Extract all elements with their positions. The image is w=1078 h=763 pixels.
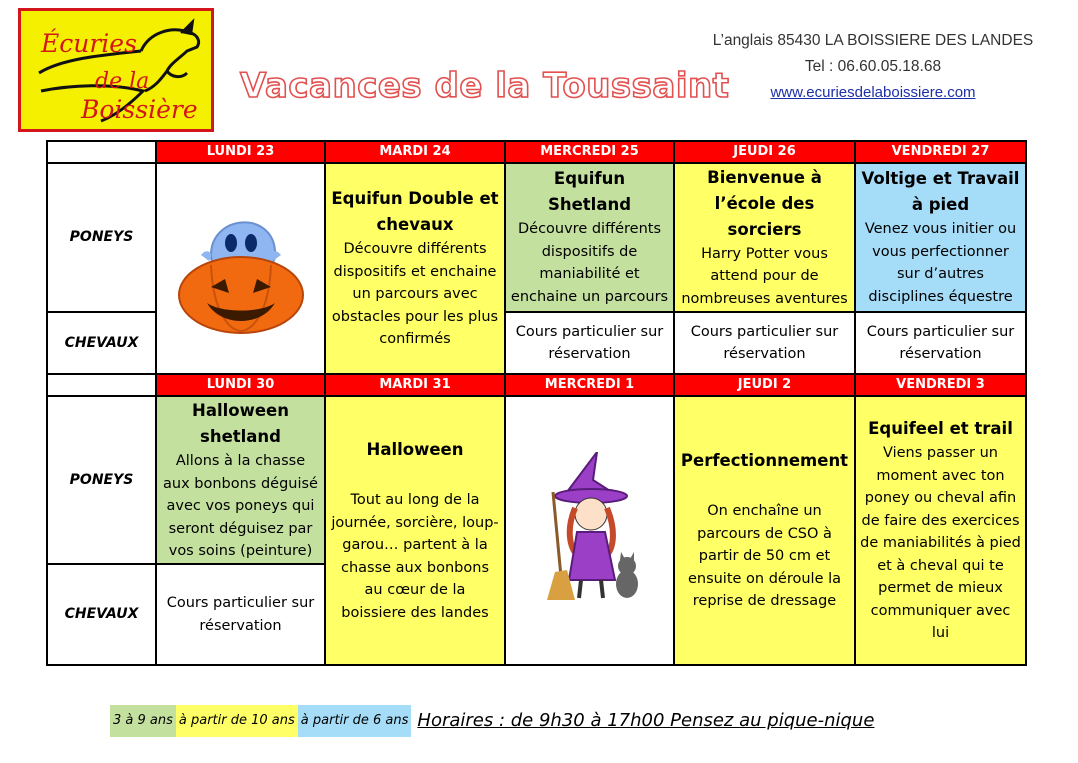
- contact-block: [688, 28, 1058, 106]
- legend-yellow: à partir de 10 ans: [176, 705, 298, 737]
- pumpkin-cell: [156, 163, 325, 374]
- horses-cell: Cours particulier sur réservation: [156, 564, 325, 665]
- activity-title: Perfectionnement: [680, 451, 849, 471]
- logo-line-2: de la: [95, 69, 150, 94]
- horses-cell: Cours particulier sur réservation: [674, 312, 855, 374]
- week1-header-row: [47, 141, 1026, 163]
- day-header: JEUDI 2: [674, 374, 855, 396]
- activity-text: Découvre différents dispositifs de maniabilité et enchaine un parcours: [510, 221, 669, 305]
- address: L’anglais 85430 LA BOISSIERE DES LANDES: [712, 32, 1034, 49]
- horses-cell: Cours particulier sur réservation: [505, 312, 674, 374]
- witch-cell: [505, 396, 674, 665]
- activity-ecole-sorciers: [674, 163, 855, 312]
- day-header: LUNDI 23: [156, 141, 325, 163]
- activity-text: Allons à la chasse aux bonbons déguisé avec vos poneys qui seront déguisez par vos soins (peinture): [163, 453, 318, 560]
- logo-line-3: Boissière: [81, 95, 198, 124]
- activity-voltige: [855, 163, 1026, 312]
- day-header: MERCREDI 1: [505, 374, 674, 396]
- witch-image: [535, 452, 645, 602]
- logo: [18, 8, 214, 132]
- activity-equifun-double: [325, 163, 505, 374]
- activity-text: Tout au long de la journée, sorcière, loup-garou… partent à la chasse aux bonbons au cœur de la boissiere des landes: [331, 492, 499, 621]
- activity-title: Equifun Shetland: [547, 169, 632, 215]
- week2-header-row: [47, 374, 1026, 396]
- horses-cell: Cours particulier sur réservation: [855, 312, 1026, 374]
- week2-ponies-row: [47, 396, 1026, 564]
- activity-text: Découvre différents dispositifs et enchaine un parcours avec obstacles pour les plus confirmés: [331, 241, 499, 348]
- activity-perfectionnement: [674, 396, 855, 665]
- legend-green: 3 à 9 ans: [110, 705, 176, 737]
- pumpkin-ghost-image: [171, 195, 311, 335]
- corner-cell: [47, 374, 156, 396]
- horses-label: CHEVAUX: [47, 564, 156, 665]
- corner-cell: [47, 141, 156, 163]
- activity-text: Harry Potter vous attend pour de nombreuses aventures: [681, 245, 848, 307]
- day-header: MARDI 31: [325, 374, 505, 396]
- ponies-label: PONEYS: [47, 396, 156, 564]
- website-link[interactable]: www.ecuriesdelaboissiere.com: [770, 84, 976, 101]
- day-header: LUNDI 30: [156, 374, 325, 396]
- activity-text: Venez vous initier ou vous perfectionner sur d’autres disciplines équestre: [864, 221, 1017, 305]
- activity-halloween: [325, 396, 505, 665]
- activity-title: Equifun Double et chevaux: [331, 189, 499, 235]
- day-header: VENDREDI 27: [855, 141, 1026, 163]
- legend-blue: à partir de 6 ans: [298, 705, 412, 737]
- activity-title: Halloween shetland: [192, 401, 289, 447]
- activity-text: Viens passer un moment avec ton poney ou cheval afin de faire des exercices de maniabilités à pied et à cheval qui te permet de mieux communiquer avec lui: [860, 445, 1021, 642]
- logo-line-1: Écuries: [41, 29, 137, 58]
- activity-title: Halloween: [366, 440, 464, 460]
- age-legend: [110, 705, 877, 737]
- week1-ponies-row: [47, 163, 1026, 312]
- activity-halloween-shetland: [156, 396, 325, 564]
- activity-title: Equifeel et trail: [868, 419, 1013, 439]
- activity-equifun-shetland: [505, 163, 674, 312]
- day-header: VENDREDI 3: [855, 374, 1026, 396]
- schedule-table: [46, 140, 1027, 666]
- activity-title: Voltige et Travail à pied: [861, 169, 1020, 215]
- opening-hours: Horaires : de 9h30 à 17h00 Pensez au pique-nique: [417, 710, 875, 731]
- day-header: MARDI 24: [325, 141, 505, 163]
- day-header: MERCREDI 25: [505, 141, 674, 163]
- activity-title: Bienvenue à l’école des sorciers: [707, 167, 822, 239]
- telephone: Tel : 06.60.05.18.68: [804, 58, 942, 75]
- day-header: JEUDI 26: [674, 141, 855, 163]
- horses-label: CHEVAUX: [47, 312, 156, 374]
- ponies-label: PONEYS: [47, 163, 156, 312]
- page-title: Vacances de la Toussaint: [240, 66, 730, 106]
- activity-equifeel: [855, 396, 1026, 665]
- activity-text: On enchaîne un parcours de CSO à partir de 50 cm et ensuite on déroule la reprise de dressage: [687, 503, 842, 610]
